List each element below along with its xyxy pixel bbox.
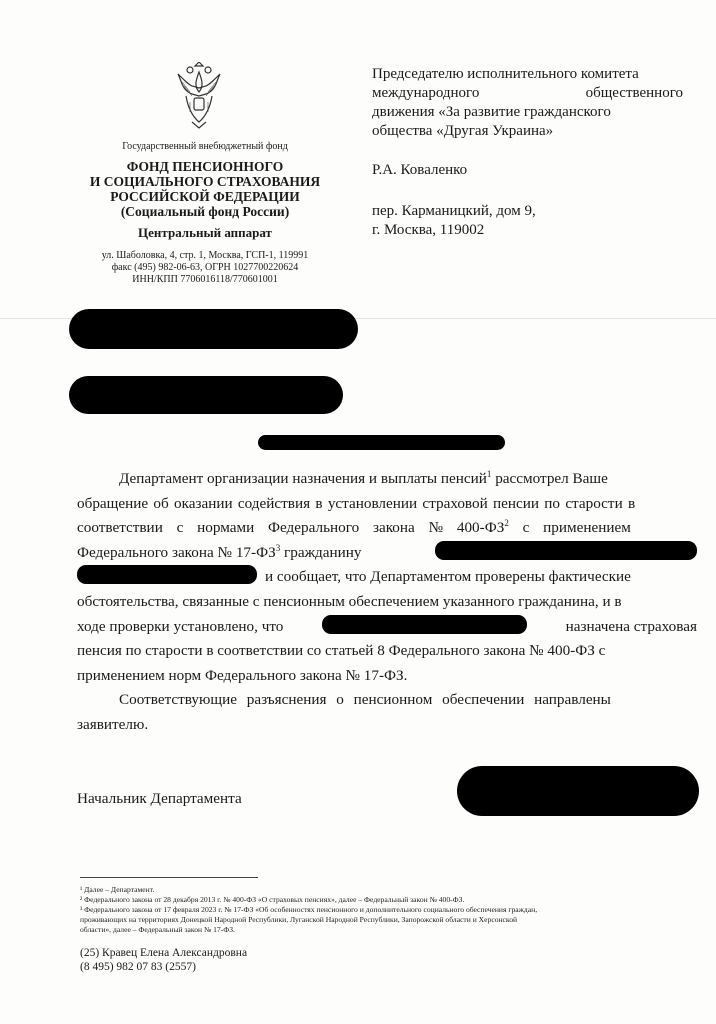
redacted-registration-number [69,309,358,349]
org-type: Государственный внебюджетный фонд [122,141,288,152]
body-line: обращение об оказании содействия в установлении страховой пенсии по старости в [77,494,636,512]
body-line: соответствии с нормами Федерального закона № $400-ФЗ^2$ с применением [77,518,631,537]
recipient-address-line: пер. Карманицкий, дом 9, [372,203,536,219]
redacted-signature [457,766,699,816]
footnote-mark: 1 [486,468,492,479]
org-title-line: (Социальный фонд России) [120,204,290,219]
recipient-address-line: г. Москва, 119002 [372,222,485,238]
footnote: области», далее – Федеральный закон № 17-ФЗ. [80,925,235,934]
sender-organization [62,141,348,286]
signature-title: Начальник Департамента [77,790,242,807]
footnote-mark: 2 [504,518,509,529]
redacted-citizen-name [435,541,697,560]
body-line: ходе проверки установлено, что назначена страховая [77,615,697,640]
recipient-line: международного [372,85,480,101]
org-title-line: ФОНД ПЕНСИОННОГО [126,159,284,174]
org-department: Центральный аппарат [138,225,272,240]
redacted-citizen-name [322,615,527,634]
footnote: проживающих на территориях Донецкой Народной Республики, Луганской Народной Республики, Запорожской области и Херсонской [80,915,518,924]
footnote: ¹ Далее – Департамент. [80,885,155,894]
footnotes [80,885,700,935]
executor-phone: (8 495) 982 07 83 (2557) [80,961,196,973]
org-fax: факс (495) 982-06-63, ОГРН 1027700220624 [111,262,299,273]
body-line: пенсия по старости в соответствии со статьей 8 Федерального закона № 400-ФЗ с [77,642,606,660]
recipient-line: движения «За развитие гражданского [372,104,611,120]
letter-body [77,467,697,738]
redacted-reference [69,376,343,414]
body-line: Департамент организации назначения и выплаты пенсий$^1$ рассмотрел Ваше [119,468,608,487]
footnote-mark: 3 [275,542,281,553]
body-line: заявителю. [77,715,149,733]
body-line: Соответствующие разъяснения о пенсионном обеспечении направлены [119,691,611,709]
redacted-citizen-name [77,565,257,584]
coat-of-arms-emblem [168,62,230,132]
recipient-block [372,65,683,141]
footnote: ² Федерального закона от 28 декабря 2013 г. № 400-ФЗ «О страховых пенсиях», далее – Федеральный закон № 400-ФЗ. [80,895,465,904]
body-line: и сообщает, что Департаментом проверены фактические [77,565,697,590]
executor-name: (25) Кравец Елена Александровна [80,947,248,959]
footnote: ³ Федерального закона от 17 февраля 2023 г. № 17-ФЗ «Об особенностях пенсионного и дополнительного социального обеспечения граждан, [80,905,538,914]
org-title-line: И СОЦИАЛЬНОГО СТРАХОВАНИЯ [89,174,321,189]
body-line: применением норм Федерального закона № 17-ФЗ. [77,666,408,684]
org-title-line: РОССИЙСКОЙ ФЕДЕРАЦИИ [110,189,300,204]
footnote-separator [80,877,258,878]
body-line: Федерального закона № $17-ФЗ^3$ гражданину [77,541,697,566]
executor-info [80,946,247,974]
redacted-heading [258,435,505,450]
recipient-line: общества «Другая Украина» [372,123,554,139]
body-line: обстоятельства, связанные с пенсионным обеспечением указанного гражданина, и в [77,592,622,610]
recipient-name: Р.А. Коваленко [372,162,468,178]
org-tax-id: ИНН/КПП 7706016118/770601001 [132,274,278,285]
recipient-line: Председателю исполнительного комитета [372,66,639,82]
recipient-line: общественного [585,85,683,101]
recipient-address [372,202,683,240]
org-address: ул. Шаболовка, 4, стр. 1, Москва, ГСП-1, 119991 [101,250,309,261]
